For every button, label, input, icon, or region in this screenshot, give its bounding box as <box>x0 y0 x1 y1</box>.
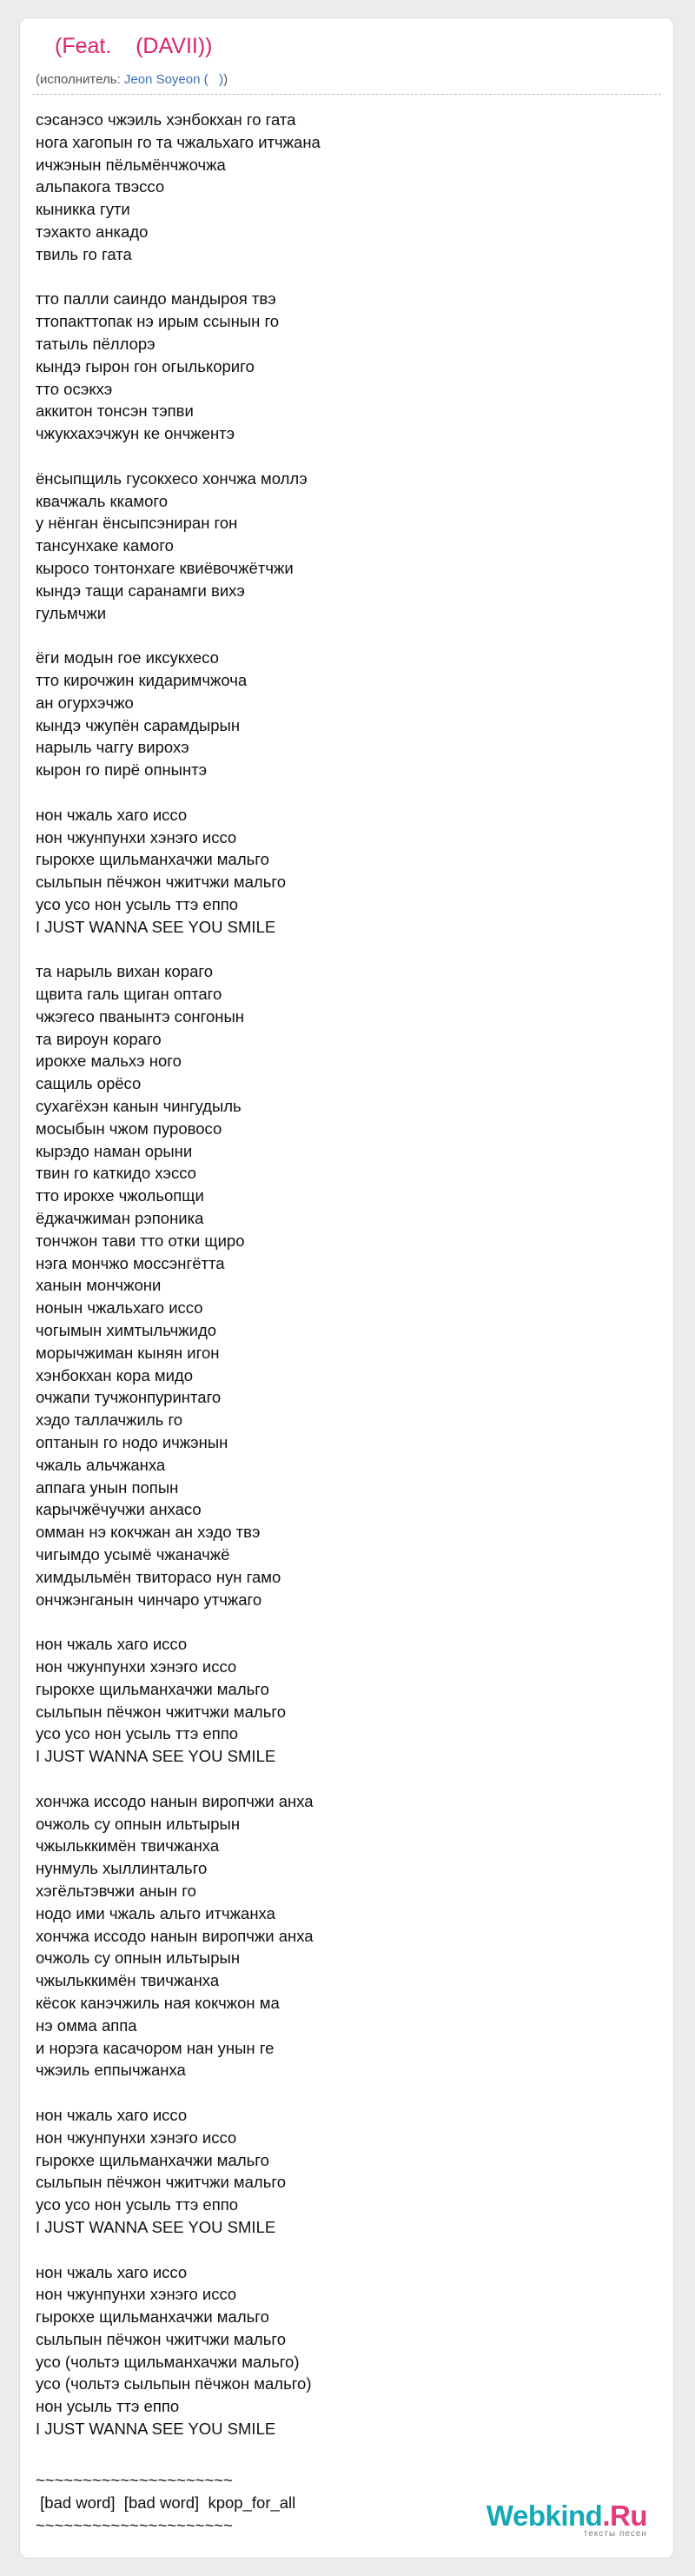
lyric-line: чжаль альчжанха <box>36 1455 166 1474</box>
lyric-line: ан огурхэчжо <box>36 693 134 712</box>
lyric-line: хончжа иссодо нанын виропчжи анха <box>36 1926 314 1945</box>
lyric-line: химдыльмён твиторасо нун гамо <box>36 1567 281 1586</box>
lyric-line: сухагёхэн канын чингудыль <box>36 1097 242 1116</box>
logo-tagline: тексты песен <box>583 2529 647 2539</box>
lyric-line: омман нэ кокчжан ан хэдо твэ <box>36 1523 261 1542</box>
lyric-line: кыросо тонтонхаге квиёвочжётчжи <box>36 558 294 577</box>
lyric-line <box>36 624 661 647</box>
lyric-line: чжыльккимён твичжанха <box>36 1971 220 1990</box>
lyric-line: гырокхе щильманхачжи мальго <box>36 1679 269 1698</box>
lyric-line: та нарыль вихан кораго <box>36 962 214 981</box>
lyric-line: чигымдо усымё чжаначжё <box>36 1545 230 1564</box>
lyric-line: I JUST WANNA SEE YOU SMILE <box>36 2420 276 2439</box>
lyric-line: у нёнган ёнсыпсэниран гон <box>36 514 238 533</box>
lyric-line: твиль го гата <box>36 244 132 263</box>
lyric-line: хэнбокхан кора мидо <box>36 1365 194 1384</box>
lyric-line: кындэ гырон гон огылькориго <box>36 356 255 375</box>
lyric-line <box>36 1610 661 1633</box>
lyric-line <box>36 2081 661 2104</box>
lyric-line: сыльпын пёчжон чжитчжи мальго <box>36 873 286 892</box>
lyric-line: нон чжаль хаго иссо <box>36 1635 188 1654</box>
lyric-line: гырокхе щильманхачжи мальго <box>36 2307 269 2327</box>
lyric-line: аккитон тонсэн тэпви <box>36 402 194 421</box>
lyric-line: тэхакто анкадо <box>36 222 149 241</box>
lyric-line: нога хагопын го та чжальхаго итчжана <box>36 132 321 151</box>
lyric-line: сыльпын пёчжон чжитчжи мальго <box>36 2329 286 2348</box>
lyric-line: альпакога твэссо <box>36 177 165 196</box>
lyric-line: твин го каткидо хэссо <box>36 1164 196 1183</box>
lyric-line: хэдо таллачжиль го <box>36 1411 183 1430</box>
lyric-line: очжоль су опнын ильтырын <box>36 1949 241 1968</box>
lyric-line: чжэиль еппычжанха <box>36 2061 186 2080</box>
performer-prefix: (исполнитель: <box>36 72 124 87</box>
lyric-line: I JUST WANNA SEE YOU SMILE <box>36 1747 276 1766</box>
lyric-line: нэга мончжо моссэнгётта <box>36 1253 225 1272</box>
lyric-line: сащиль орёсо <box>36 1074 142 1093</box>
lyric-line: и норэга касачором нан унын ге <box>36 2038 275 2057</box>
lyric-line: ёджачжиман рэпоника <box>36 1209 204 1228</box>
lyric-line: гульмчжи <box>36 603 107 622</box>
lyric-line: хончжа иссодо нанын виропчжи анха <box>36 1791 314 1810</box>
lyric-line: нодо ими чжаль альго итчжанха <box>36 1903 275 1922</box>
site-logo[interactable] <box>486 2500 647 2539</box>
footer-tag[interactable]: [bad word] <box>119 2493 204 2512</box>
footer-tag[interactable]: [bad word] <box>36 2493 120 2512</box>
lyric-line: усо усо нон усыль ттэ еппо <box>36 2195 239 2214</box>
lyric-line: тансунхаке камого <box>36 536 174 555</box>
lyric-line: кындэ тащи саранамги вихэ <box>36 581 245 600</box>
lyrics-body <box>36 109 661 2440</box>
lyric-line: гырокхе щильманхачжи мальго <box>36 2150 269 2169</box>
lyric-line: усо усо нон усыль ттэ еппо <box>36 894 239 913</box>
lyric-line: нонын чжальхаго иссо <box>36 1298 203 1318</box>
logo-main-text: Webkind <box>486 2500 603 2532</box>
lyrics-card <box>19 17 674 2559</box>
lyric-line: ттопакттопак нэ ирым ссынын го <box>36 312 280 331</box>
performer-link[interactable]: Jeon Soyeon ( ) <box>123 72 224 87</box>
lyric-line: гырокхе щильманхачжи мальго <box>36 850 269 869</box>
lyric-line: усо (чольтэ сыльпын пёчжон мальго) <box>36 2374 312 2393</box>
lyric-line: кыникка гути <box>36 200 130 219</box>
footer-separator-top: ~~~~~~~~~~~~~~~~~~~~~ <box>36 2471 233 2489</box>
lyric-line: нон чжунпунхи хэнэго иссо <box>36 1656 237 1676</box>
lyric-line: аппага унын попын <box>36 1477 179 1497</box>
lyric-line <box>36 2239 661 2261</box>
lyric-line: чогымын химтыльчжидо <box>36 1321 217 1340</box>
lyric-line: та вироун кораго <box>36 1029 162 1048</box>
lyric-line: I JUST WANNA SEE YOU SMILE <box>36 917 276 936</box>
lyric-line: тто осэкхэ <box>36 379 113 398</box>
lyric-line: щвита галь щиган оптаго <box>36 985 222 1004</box>
lyric-line: ончжэнганын чинчаро утчжаго <box>36 1590 262 1609</box>
lyric-line: ирокхе мальхэ ного <box>36 1052 182 1071</box>
lyric-line: сыльпын пёчжон чжитчжи мальго <box>36 1702 286 1721</box>
lyric-line: нон чжунпунхи хэнэго иссо <box>36 827 237 846</box>
lyric-line: чжукхахэчжун ке ончжентэ <box>36 424 235 443</box>
lyric-line <box>36 445 661 468</box>
logo-tld: .Ru <box>602 2500 647 2532</box>
performer-line <box>36 72 228 87</box>
lyric-line <box>36 1768 661 1790</box>
lyric-line: ханын мончжони <box>36 1276 162 1295</box>
lyric-line: усо усо нон усыль ттэ еппо <box>36 1724 239 1743</box>
lyric-line: нон чжаль хаго иссо <box>36 2262 188 2281</box>
lyric-line: усо (чольтэ щильманхачжи мальго) <box>36 2352 300 2371</box>
footer-separator-bottom: ~~~~~~~~~~~~~~~~~~~~~ <box>36 2515 233 2534</box>
lyric-line: нон чжаль хаго иссо <box>36 805 188 824</box>
lyric-line: чжэгесо пванынтэ сонгонын <box>36 1006 245 1026</box>
lyric-line: ёнсыпщиль гусокхесо хончжа моллэ <box>36 468 308 488</box>
lyric-line: нарыль чаггу вирохэ <box>36 738 189 757</box>
lyric-line: хэгёльтэвчжи анын го <box>36 1881 196 1900</box>
footer-tag[interactable]: kpop_for_all <box>203 2493 296 2512</box>
lyric-line: нэ омма аппа <box>36 2015 137 2035</box>
lyric-line: кындэ чжупён сарамдырын <box>36 715 241 734</box>
lyric-line: татыль пёллорэ <box>36 334 156 353</box>
lyric-line: ёги модын гое иксукхесо <box>36 648 219 667</box>
lyric-line: сыльпын пёчжон чжитчжи мальго <box>36 2173 286 2192</box>
header-divider <box>32 94 661 95</box>
lyric-line: нон чжаль хаго иссо <box>36 2105 188 2124</box>
lyric-line: тто ирокхе чжольопщи <box>36 1186 204 1205</box>
lyric-line: I JUST WANNA SEE YOU SMILE <box>36 2217 276 2236</box>
lyric-line: кырэдо наман орыни <box>36 1141 193 1160</box>
lyric-line: морычжиман кынян игон <box>36 1343 220 1362</box>
performer-suffix: ) <box>223 72 228 87</box>
lyric-line: тончжон тави тто отки щиро <box>36 1231 245 1250</box>
lyric-line: нон чжунпунхи хэнэго иссо <box>36 2285 237 2304</box>
lyric-line: тто палли саиндо мандыроя твэ <box>36 289 276 309</box>
lyric-line: нунмуль хыллинтальго <box>36 1859 208 1878</box>
lyric-line: сэсанэсо чжэиль хэнбокхан го гата <box>36 110 296 129</box>
lyric-line: мосыбын чжом пуровосо <box>36 1119 222 1138</box>
lyric-line: оптанын го нодо ичжэнын <box>36 1433 228 1452</box>
logo-wordmark <box>486 2500 647 2533</box>
song-title: (Feat. (DAVII)) <box>55 34 213 58</box>
lyric-line: нон чжунпунхи хэнэго иссо <box>36 2128 237 2147</box>
lyric-line: чжыльккимён твичжанха <box>36 1836 220 1856</box>
lyric-line: нон усыль ттэ еппо <box>36 2397 180 2416</box>
lyric-line <box>36 938 661 960</box>
lyric-line: карычжёчучжи анхасо <box>36 1500 202 1519</box>
lyric-line: очжапи тучжонпуринтаго <box>36 1388 222 1407</box>
lyric-line: тто кирочжин кидаримчжоча <box>36 670 248 689</box>
lyric-line: ичжэнын пёльмёнчжочжа <box>36 155 226 174</box>
lyric-line: очжоль су опнын ильтырын <box>36 1814 241 1833</box>
lyric-line: квачжаль ккамого <box>36 491 168 510</box>
lyric-line <box>36 781 661 804</box>
lyric-line <box>36 266 661 289</box>
lyric-line: кёсок канэчжиль ная кокчжон ма <box>36 1993 280 2012</box>
lyric-line: кырон го пирё опнынтэ <box>36 760 208 780</box>
